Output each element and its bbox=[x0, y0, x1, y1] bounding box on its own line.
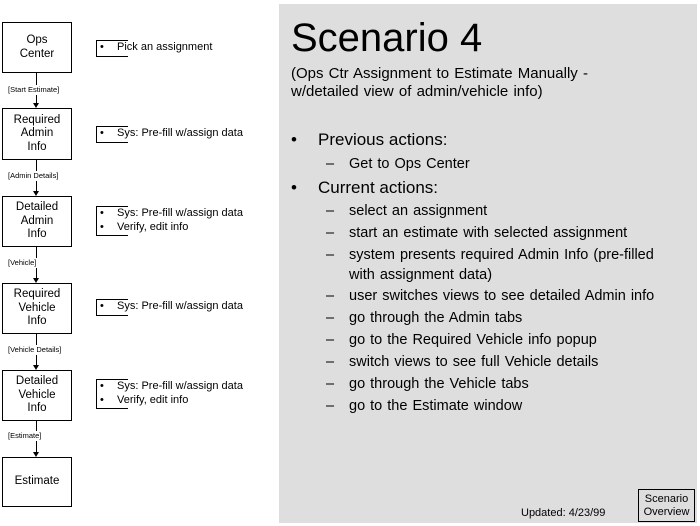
flow-node-required-admin-info: Required Admin Info bbox=[2, 108, 72, 160]
list-item: – go through the Admin tabs bbox=[326, 310, 523, 326]
dash-icon: – bbox=[326, 332, 335, 348]
list-item: – go through the Vehicle tabs bbox=[326, 376, 529, 392]
note-item: • Sys: Pre-fill w/assign data bbox=[100, 299, 243, 313]
flow-node-detailed-admin-info: Detailed Admin Info bbox=[2, 196, 72, 247]
dash-icon: – bbox=[326, 376, 335, 392]
list-item: – Get to Ops Center bbox=[326, 156, 470, 172]
flow-edge-label-estimate: [Estimate] bbox=[8, 431, 42, 440]
flow-edge-label-admin-details: [Admin Details] bbox=[8, 171, 59, 180]
list-item: – select an assignment bbox=[326, 203, 488, 219]
flow-node-detailed-vehicle-info: Detailed Vehicle Info bbox=[2, 370, 72, 421]
dash-icon: – bbox=[326, 398, 335, 414]
bullet-icon: • bbox=[291, 178, 297, 197]
list-item: – go to the Estimate window bbox=[326, 398, 523, 414]
note-item: • Verify, edit info bbox=[100, 393, 243, 407]
flow-note bbox=[100, 206, 243, 234]
dash-icon: – bbox=[326, 288, 335, 304]
list-item: – go to the Required Vehicle info popup bbox=[326, 332, 597, 348]
updated-date: Updated: 4/23/99 bbox=[521, 507, 606, 519]
note-item: • Pick an assignment bbox=[100, 40, 212, 54]
list-item: – user switches views to see detailed Admin info bbox=[326, 288, 655, 304]
page-title: Scenario 4 bbox=[291, 16, 483, 60]
dash-icon: – bbox=[326, 354, 335, 370]
bullet-icon: • bbox=[291, 130, 297, 149]
flow-edge-label-vehicle: [Vehicle] bbox=[8, 258, 37, 267]
flow-note bbox=[100, 379, 243, 407]
flow-note bbox=[100, 40, 212, 54]
flow-edge-label-vehicle-details: [Vehicle Details] bbox=[8, 345, 62, 354]
dash-icon: – bbox=[326, 247, 335, 263]
note-item: • Sys: Pre-fill w/assign data bbox=[100, 379, 243, 393]
flow-note bbox=[100, 299, 243, 313]
scenario-overview-button[interactable]: Scenario Overview bbox=[638, 489, 695, 522]
page-subtitle: (Ops Ctr Assignment to Estimate Manually - w/detailed view of admin/vehicle info) bbox=[291, 65, 588, 100]
dash-icon: – bbox=[326, 156, 335, 172]
flow-note bbox=[100, 126, 243, 140]
flow-node-ops-center: Ops Center bbox=[2, 22, 72, 73]
note-item: • Sys: Pre-fill w/assign data bbox=[100, 206, 243, 220]
dash-icon: – bbox=[326, 225, 335, 241]
note-item: • Sys: Pre-fill w/assign data bbox=[100, 126, 243, 140]
list-item: – system presents required Admin Info (pre-filled with assignment data) bbox=[326, 247, 654, 283]
section-heading-label: Previous actions: bbox=[318, 130, 448, 149]
list-item: – switch views to see full Vehicle details bbox=[326, 354, 599, 370]
dash-icon: – bbox=[326, 310, 335, 326]
flow-node-estimate: Estimate bbox=[2, 457, 72, 507]
section-heading-label: Current actions: bbox=[318, 178, 438, 197]
list-item: – start an estimate with selected assignment bbox=[326, 225, 628, 241]
note-item: • Verify, edit info bbox=[100, 220, 243, 234]
flow-edge-label-start-estimate: [Start Estimate] bbox=[8, 85, 60, 94]
flow-node-required-vehicle-info: Required Vehicle Info bbox=[2, 283, 72, 334]
dash-icon: – bbox=[326, 203, 335, 219]
